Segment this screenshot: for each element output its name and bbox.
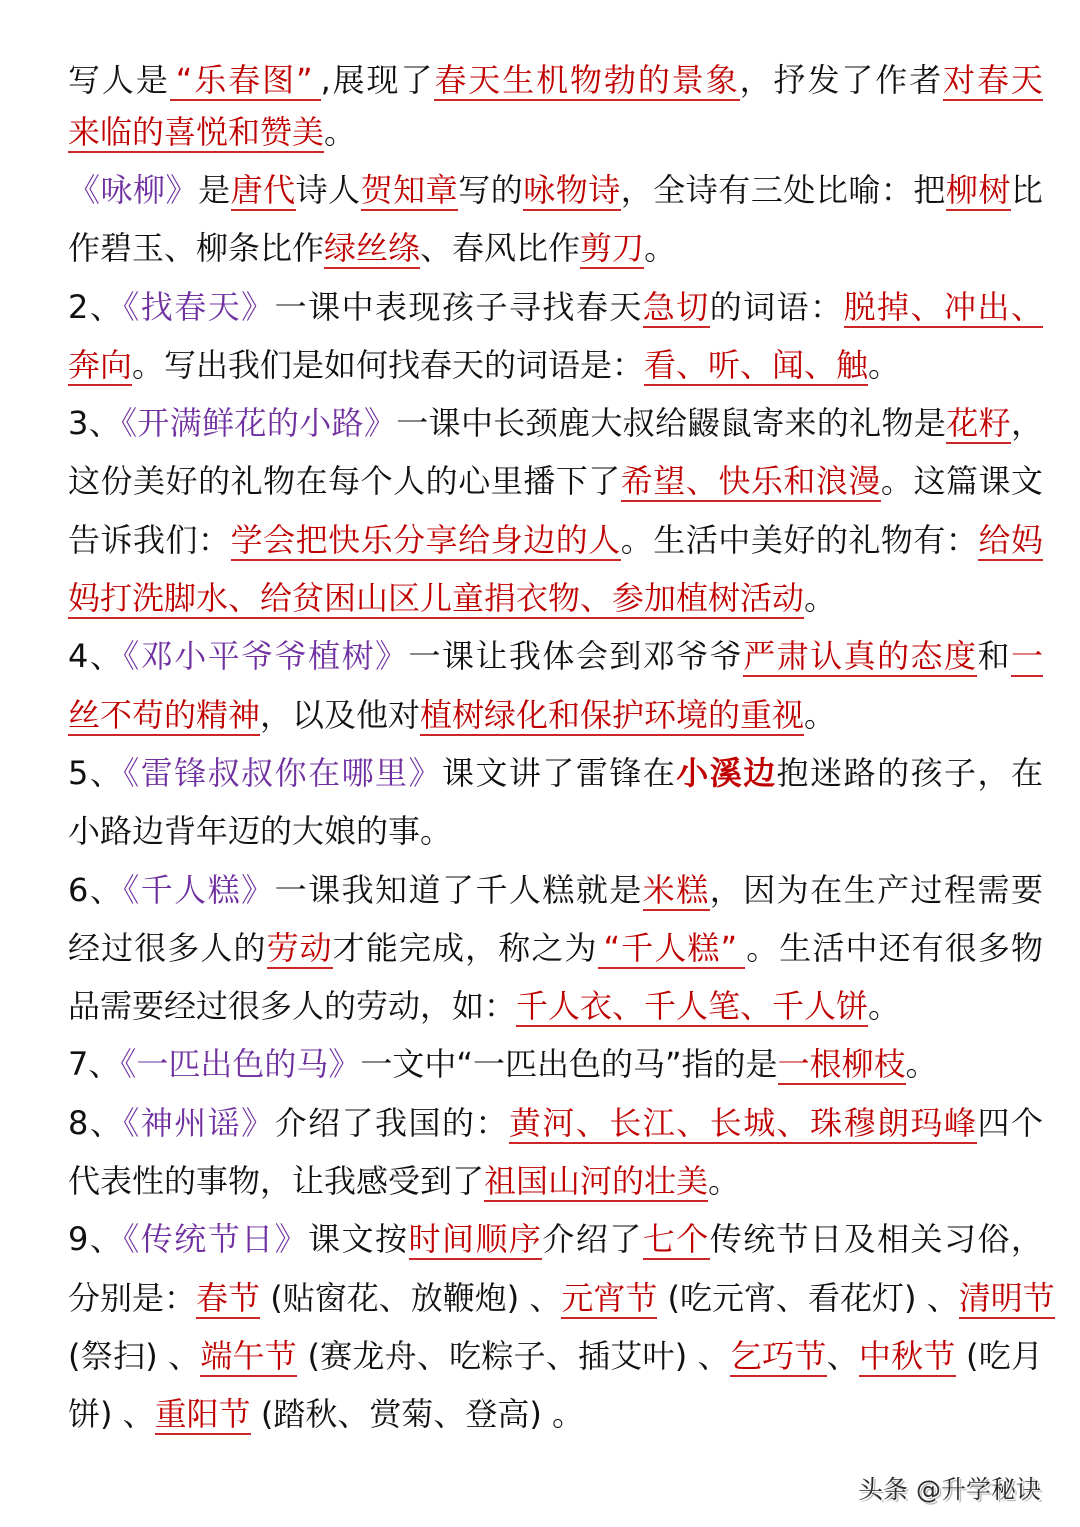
plain-text: 。 [868,345,901,384]
answer-text: 剪刀 [580,229,645,268]
plain-text: 。 [324,113,357,151]
plain-text: 。 [905,1045,938,1084]
answer-text: 丝不苟的精神 [68,695,261,734]
list-item-7 [68,1035,1043,1093]
text-line [68,336,1043,394]
answer-text: 七个 [642,1220,710,1259]
answer-text: 春天生机物勃的景象 [434,61,740,99]
list-item-9 [68,1210,1055,1443]
plain-text: ，抒发了作者 [739,61,944,99]
answer-text: 劳动 [266,928,333,967]
answer-text: 绿丝绦 [324,229,421,268]
plain-text: 介绍了 [542,1220,643,1259]
plain-text: 经过很多人的 [68,928,267,967]
list-item-2 [68,278,1043,395]
text-line [68,744,1043,802]
list-item-4 [68,627,1043,744]
paragraph-intro [68,54,1043,158]
plain-text: (祭扫) 、 [68,1336,201,1375]
answer-text: 看、听、闻、触 [644,345,869,384]
text-line [68,219,1043,277]
answer-text: 一 [1010,637,1043,676]
list-item-3 [68,394,1043,627]
lesson-title: 《一匹出色的马》 [120,1045,361,1084]
plain-text: 。 [804,695,837,734]
plain-text: 比 [1010,171,1043,209]
plain-text: 四个 [977,1103,1043,1142]
answer-text: 春节 [196,1278,261,1317]
plain-text: 写人是 [68,61,170,99]
lesson-title: 《找春天》 [123,287,275,326]
plain-text: 和 [977,637,1011,676]
plain-text: 抱迷路的孩子，在 [776,753,1043,792]
answer-text: 唐代 [230,171,296,209]
item-number: 8、 [68,1103,124,1142]
item-number: 3、 [68,404,122,443]
text-line [68,861,1043,919]
plain-text: 这份美好的礼物在每个人的心里播下了 [68,462,621,501]
plain-text: 饼) 、 [68,1395,155,1434]
item-number: 6、 [68,870,124,909]
answer-text: 元宵节 [561,1278,658,1317]
list-item-5 [68,744,1043,861]
answer-text: 贺知章 [360,171,459,209]
lesson-title: 《邓小平爷爷植树》 [123,637,409,676]
emphasis-text: 小溪边 [676,753,777,792]
plain-text: 的词语： [709,287,844,326]
answer-text: 希望、快乐和浪漫 [620,462,881,501]
answer-text: 给妈 [978,520,1043,559]
item-number: 2、 [68,287,124,326]
paragraph-yong-liu [68,161,1043,278]
plain-text: (赛龙舟、吃粽子、插艾叶) 、 [297,1336,730,1375]
plain-text: 。写出我们是如何找春天的词语是： [132,345,645,384]
plain-text: 一课中长颈鹿大叔给鼹鼠寄来的礼物是 [396,404,947,443]
plain-text: 才能完成，称之为 [332,928,598,967]
plain-text: 分别是： [68,1278,197,1317]
plain-text: (吃元宵、看花灯) 、 [657,1278,959,1317]
text-line [68,1152,1043,1210]
plain-text: 一课让我体会到邓爷爷 [408,637,744,676]
plain-text: 品需要经过很多人的劳动，如： [68,987,517,1026]
lesson-title: 《传统节日》 [123,1220,309,1259]
plain-text: (贴窗花、放鞭炮) 、 [260,1278,562,1317]
answer-text: 清明节 [958,1278,1055,1317]
plain-text: 小路边背年迈的大娘的事。 [68,812,453,851]
plain-text: ， [1010,404,1043,443]
text-line [68,1210,1043,1268]
lesson-title: 《神州谣》 [123,1103,275,1142]
answer-text: 来临的喜悦和赞美 [68,113,325,151]
answer-text: 柳树 [945,171,1011,209]
answer-text: 中秋节 [858,1336,956,1375]
lesson-title: 《咏柳》 [68,171,199,209]
plain-text: 传统节日及相关习俗， [709,1220,1043,1259]
plain-text: 课文按 [308,1220,409,1259]
answer-text: “千人糕” [598,929,746,969]
document-body [68,54,1055,1444]
text-line [68,54,1043,106]
answer-text: 严肃认真的态度 [743,637,978,676]
answer-text: 黄河、长江、长城、珠穆朗玛峰 [508,1103,978,1142]
plain-text: (踏秋、赏菊、登高) 。 [250,1395,585,1434]
answer-text: 植树绿化和保护环境的重视 [420,695,805,734]
plain-text: 是 [198,171,231,209]
plain-text: ，以及他对 [260,695,421,734]
text-line [68,919,1043,977]
answer-text: “乐春图” [170,61,321,101]
list-item-8 [68,1094,1043,1211]
answer-text: 米糕 [642,870,710,909]
text-line [68,1327,1043,1385]
lesson-title: 《雷锋叔叔你在哪里》 [123,753,442,792]
text-line [68,278,1043,336]
answer-text: 时间顺序 [408,1220,543,1259]
watermark: 头条 @升学秘诀 [858,1475,1041,1504]
answer-text: 端午节 [200,1336,298,1375]
answer-text: 急切 [642,287,710,326]
list-item-6 [68,861,1043,1036]
plain-text: (吃月 [955,1336,1043,1375]
text-line [68,1094,1043,1152]
text-line [68,394,1043,452]
answer-text: 乞巧节 [729,1336,827,1375]
plain-text: 、春风比作 [420,229,581,268]
answer-text: 一根柳枝 [777,1045,906,1084]
plain-text: 。 [708,1162,741,1201]
plain-text: 诗人 [295,171,361,209]
plain-text: 课文讲了雷锋在 [441,753,677,792]
text-line [68,686,1043,744]
text-line [68,1385,1043,1443]
plain-text: 代表性的事物，让我感受到了 [68,1162,485,1201]
text-line [68,977,1043,1035]
plain-text: ,展现了 [320,61,435,99]
text-line [68,627,1043,685]
plain-text: 作碧玉、柳条比作 [68,229,325,268]
item-number: 5、 [68,753,124,792]
plain-text: 。 [804,579,837,618]
answer-text: 千人衣、千人笔、千人饼 [516,987,869,1026]
text-line [68,452,1043,510]
answer-text: 妈打洗脚水、给贫困山区儿童捐衣物、参加植树活动 [68,579,805,618]
text-line [68,106,1043,158]
answer-text: 学会把快乐分享给身边的人 [230,520,621,559]
plain-text: 告诉我们： [68,520,231,559]
item-number: 9、 [68,1220,124,1259]
answer-text: 脱掉、冲出、 [843,287,1043,326]
text-line [68,511,1043,569]
plain-text: 一课中表现孩子寻找春天 [274,287,643,326]
plain-text: 一文中“一匹出色的马”指的是 [360,1045,778,1084]
plain-text: ，因为在生产过程需要 [709,870,1043,909]
text-line [68,802,1043,860]
text-line [68,569,1043,627]
answer-text: 花籽 [946,404,1011,443]
plain-text: 。这篇课文 [880,462,1043,501]
plain-text: 、 [826,1336,859,1375]
plain-text: 。生活中还有很多物 [745,928,1043,967]
answer-text: 咏物诗 [523,171,621,209]
item-number: 7、 [68,1045,121,1084]
plain-text: 。生活中美好的礼物有： [620,520,979,559]
lesson-title: 《开满鲜花的小路》 [121,404,397,443]
answer-text: 祖国山河的壮美 [484,1162,709,1201]
answer-text: 奔向 [68,345,133,384]
plain-text: ，全诗有三处比喻：把 [620,171,946,209]
answer-text: 重阳节 [154,1395,251,1434]
text-line [68,161,1043,219]
plain-text: 。 [868,987,901,1026]
plain-text: 写的 [458,171,524,209]
plain-text: 。 [644,229,677,268]
answer-text: 对春天 [943,61,1043,99]
item-number: 4、 [68,637,124,676]
text-line [68,1035,1043,1093]
lesson-title: 《千人糕》 [123,870,275,909]
text-line [68,1269,1055,1327]
plain-text: 一课我知道了千人糕就是 [274,870,643,909]
plain-text: 介绍了我国的： [274,1103,509,1142]
